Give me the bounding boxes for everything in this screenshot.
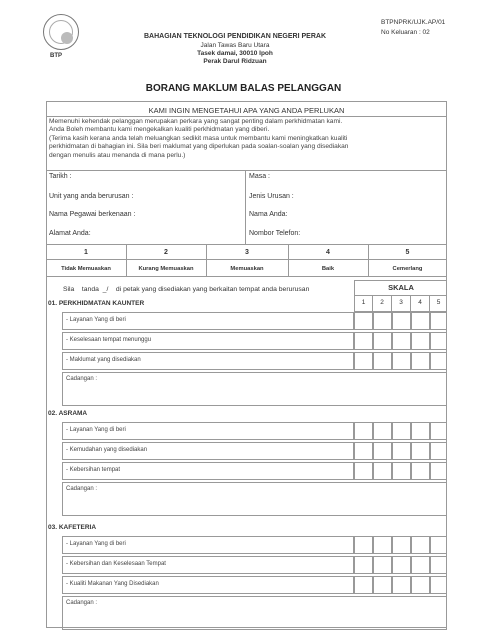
- intro-line-3: (Terima kasih kerana anda telah meluangkan sedikit masa untuk membantu kami meningkatkan kualiti: [49, 134, 348, 142]
- rating-checkbox-3[interactable]: [392, 536, 411, 554]
- question-label: - Kemudahan yang disediakan: [66, 447, 148, 453]
- section-title-1: 01. PERKHIDMATAN KAUNTER: [48, 300, 145, 307]
- intro-line-4: perkhidmatan di bahagian ini. Sila beri maklumat yang diperlukan pada soalan-soalan yang disediakan: [49, 143, 349, 151]
- question-label: - Layanan Yang di beri: [66, 427, 126, 433]
- scale-num-4: 4: [326, 249, 330, 256]
- intro-line-1: Memenuhi kehendak pelanggan merupakan perkara yang sangat penting dalam perkhidmatan kami.: [49, 118, 343, 125]
- org-address-3: Perak Darul Ridzuan: [203, 58, 267, 65]
- rating-checkbox-4[interactable]: [411, 556, 430, 574]
- rating-checkbox-5[interactable]: [430, 312, 447, 330]
- rating-checkbox-3[interactable]: [392, 462, 411, 480]
- question-label: - Kebersihan dan Keselesaan Tempat: [66, 561, 166, 567]
- rating-checkbox-3[interactable]: [392, 556, 411, 574]
- rating-checkbox-2[interactable]: [373, 332, 392, 350]
- rating-checkbox-4[interactable]: [411, 576, 430, 594]
- ref-code: BTPNPRK/UJK.AP/01: [381, 19, 446, 26]
- skala-col-5: 5: [436, 299, 441, 306]
- comment-box[interactable]: [62, 596, 447, 630]
- comment-label: Cadangan :: [66, 486, 98, 492]
- comment-label: Cadangan :: [66, 600, 98, 606]
- intro-text: [49, 118, 445, 160]
- scale-label-1: Tidak Memuaskan: [61, 266, 111, 272]
- skala-col-3: 3: [399, 299, 403, 306]
- instruction-text: Sila tanda _/ di petak yang disediakan yang berkaitan tempat anda berurusan: [63, 286, 310, 293]
- btp-logo: [43, 14, 79, 50]
- rating-checkbox-4[interactable]: [411, 442, 430, 460]
- scale-num-2: 2: [164, 249, 168, 256]
- field-nama-anda[interactable]: Nama Anda:: [249, 211, 288, 218]
- rating-checkbox-3[interactable]: [392, 312, 411, 330]
- section-title-3: 03. KAFETERIA: [48, 524, 97, 531]
- rating-checkbox-4[interactable]: [411, 312, 430, 330]
- rating-checkbox-1[interactable]: [354, 352, 373, 370]
- rating-checkbox-3[interactable]: [392, 442, 411, 460]
- section-title-2: 02. ASRAMA: [48, 410, 88, 417]
- comment-box[interactable]: [62, 372, 447, 406]
- field-jenis-urusan[interactable]: Jenis Urusan :: [249, 193, 294, 200]
- rating-checkbox-5[interactable]: [430, 536, 447, 554]
- rating-checkbox-5[interactable]: [430, 442, 447, 460]
- rating-checkbox-1[interactable]: [354, 576, 373, 594]
- rating-checkbox-2[interactable]: [373, 576, 392, 594]
- comment-label: Cadangan :: [66, 376, 98, 382]
- org-address-2: Tasek damai, 30010 Ipoh: [197, 50, 273, 57]
- rating-checkbox-3[interactable]: [392, 576, 411, 594]
- skala-col-2: 2: [380, 299, 384, 306]
- rating-checkbox-2[interactable]: [373, 536, 392, 554]
- rating-checkbox-5[interactable]: [430, 352, 447, 370]
- question-label: - Keselesaan tempat menunggu: [66, 337, 152, 343]
- scale-label-5: Cemerlang: [392, 266, 423, 272]
- question-label: - Maklumat yang disediakan: [66, 357, 141, 363]
- rating-checkbox-3[interactable]: [392, 332, 411, 350]
- org-name: BAHAGIAN TEKNOLOGI PENDIDIKAN NEGERI PERAK: [143, 33, 326, 40]
- scale-num-5: 5: [405, 249, 410, 256]
- rating-checkbox-3[interactable]: [392, 422, 411, 440]
- field-telefon[interactable]: Nombor Telefon:: [249, 230, 301, 237]
- org-address-1: Jalan Tawas Baru Utara: [200, 42, 270, 49]
- question-label: - Kebersihan tempat: [66, 467, 121, 473]
- rating-checkbox-3[interactable]: [392, 352, 411, 370]
- question-label: - Kualiti Makanan Yang Disediakan: [66, 581, 159, 587]
- rating-checkbox-4[interactable]: [411, 352, 430, 370]
- question-label: - Layanan Yang di beri: [66, 541, 126, 547]
- intro-line-2: Anda Boleh membantu kami mengekalkan kualiti perkhidmatan yang diberi.: [49, 126, 270, 134]
- scale-num-3: 3: [245, 249, 249, 256]
- scale-label-3: Memuaskan: [230, 266, 264, 272]
- rating-checkbox-2[interactable]: [373, 556, 392, 574]
- rating-checkbox-4[interactable]: [411, 536, 430, 554]
- rating-checkbox-4[interactable]: [411, 332, 430, 350]
- scale-label-4: Baik: [321, 266, 335, 272]
- intro-line-5: dengan menulis atau menanda di mana perlu.): [49, 151, 186, 159]
- rating-checkbox-1[interactable]: [354, 312, 373, 330]
- rating-checkbox-5[interactable]: [430, 556, 447, 574]
- rating-checkbox-4[interactable]: [411, 422, 430, 440]
- form-subtitle: KAMI INGIN MENGETAHUI APA YANG ANDA PERLUKAN: [148, 106, 345, 115]
- rating-checkbox-1[interactable]: [354, 556, 373, 574]
- rating-checkbox-2[interactable]: [373, 442, 392, 460]
- rating-checkbox-1[interactable]: [354, 332, 373, 350]
- rating-checkbox-5[interactable]: [430, 462, 447, 480]
- rating-checkbox-1[interactable]: [354, 442, 373, 460]
- rating-checkbox-5[interactable]: [430, 422, 447, 440]
- rating-checkbox-2[interactable]: [373, 462, 392, 480]
- rating-checkbox-2[interactable]: [373, 422, 392, 440]
- rating-checkbox-2[interactable]: [373, 352, 392, 370]
- rating-checkbox-4[interactable]: [411, 462, 430, 480]
- skala-col-4: 4: [418, 299, 422, 306]
- question-label: - Layanan Yang di beri: [66, 317, 126, 323]
- rating-checkbox-5[interactable]: [430, 576, 447, 594]
- rating-checkbox-5[interactable]: [430, 332, 447, 350]
- field-alamat[interactable]: Alamat Anda:: [49, 230, 91, 237]
- logo-label: BTP: [50, 53, 62, 59]
- form-title: BORANG MAKLUM BALAS PELANGGAN: [145, 83, 342, 94]
- comment-box[interactable]: [62, 482, 447, 516]
- rating-checkbox-2[interactable]: [373, 312, 392, 330]
- rating-checkbox-1[interactable]: [354, 462, 373, 480]
- rating-checkbox-1[interactable]: [354, 422, 373, 440]
- field-unit[interactable]: Unit yang anda berurusan :: [49, 193, 134, 200]
- skala-col-1: 1: [361, 299, 366, 306]
- logo-ring: [49, 20, 73, 44]
- field-tarikh[interactable]: Tarikh :: [49, 173, 72, 180]
- rating-checkbox-1[interactable]: [354, 536, 373, 554]
- field-masa[interactable]: Masa :: [249, 173, 271, 180]
- field-nama-pegawai[interactable]: Nama Pegawai berkenaan :: [49, 211, 136, 218]
- logo-center: [61, 32, 73, 44]
- skala-title: SKALA: [388, 283, 414, 292]
- scale-num-1: 1: [84, 249, 88, 256]
- scale-label-2: Kurang Memuaskan: [138, 266, 194, 272]
- issue-number: No Keluaran : 02: [381, 29, 430, 36]
